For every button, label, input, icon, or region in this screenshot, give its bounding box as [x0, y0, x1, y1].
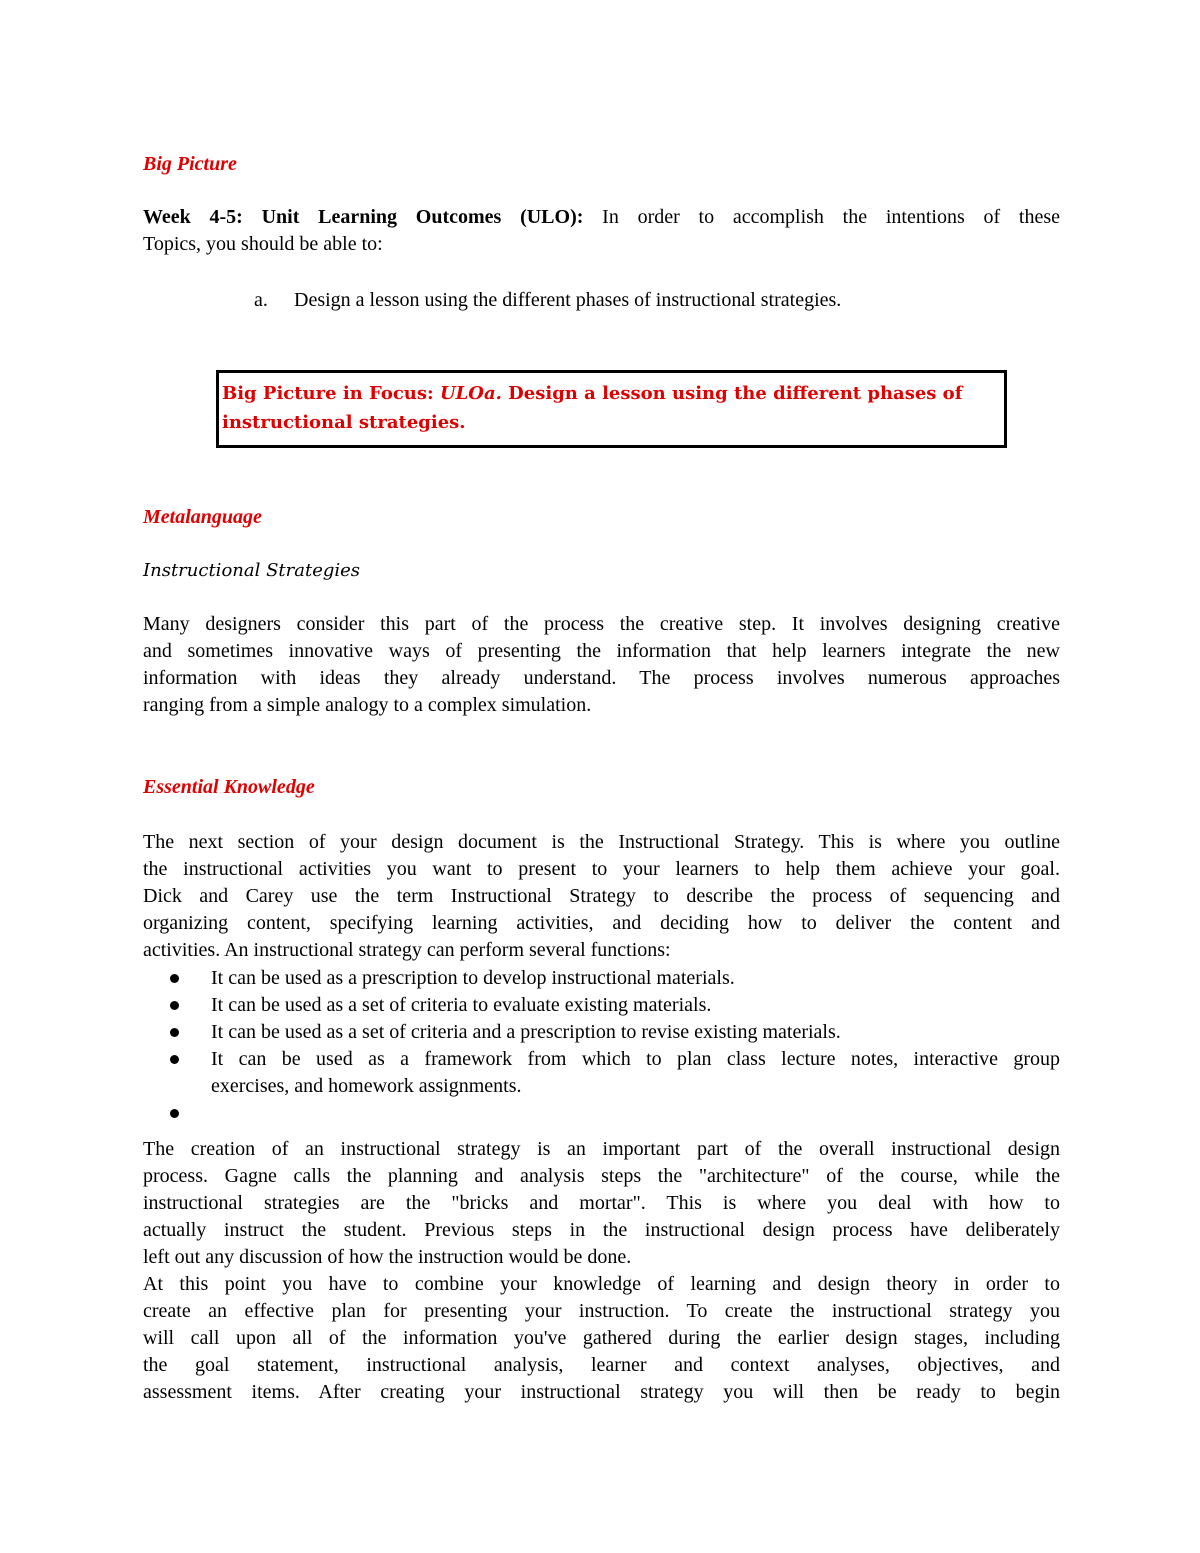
ek-intro-line: organizing content, specifying learning activities, and deciding how to deliver the content and [143, 912, 1060, 934]
ek-p2-line: The creation of an instructional strategy is an important part of the overall instructional design [143, 1138, 1060, 1160]
big-picture-heading: Big Picture [143, 153, 237, 175]
meta-line: Many designers consider this part of the process the creative step. It involves designing creative [143, 613, 1060, 635]
meta-line: information with ideas they already understand. The process involves numerous approaches [143, 667, 1060, 689]
ulo-text-1: In order to accomplish the intentions of these [583, 206, 1060, 228]
bullet-icon [170, 1055, 179, 1064]
ek-intro-line: the instructional activities you want to present to your learners to help them achieve your goal. [143, 858, 1060, 880]
ulo-line-2: Topics, you should be able to: [143, 233, 383, 255]
ek-p2-line: left out any discussion of how the instruction would be done. [143, 1246, 632, 1268]
focus-label: Big Picture in Focus: [222, 383, 440, 404]
bullet-icon [170, 974, 179, 983]
essential-knowledge-heading: Essential Knowledge [143, 776, 315, 798]
metalanguage-heading: Metalanguage [143, 506, 262, 528]
outcome-item [254, 287, 841, 314]
focus-line-1 [222, 379, 1004, 408]
bullet-icon [170, 1109, 179, 1118]
ek-p3-line: will call upon all of the information you've gathered during the earlier design stages, including [143, 1327, 1060, 1349]
list-item: It can be used as a set of criteria and a prescription to revise existing materials. [143, 1019, 1060, 1046]
list-item: It can be used as a framework from which to plan class lecture notes, interactive group exercises, and homework assignments. [143, 1046, 1060, 1100]
ek-p2-line: instructional strategies are the "bricks and mortar". This is where you deal with how to [143, 1192, 1060, 1214]
metalanguage-paragraph [143, 611, 1060, 719]
list-item: It can be used as a prescription to develop instructional materials. [143, 965, 1060, 992]
outcome-marker: a. [254, 289, 268, 311]
essential-paragraph-3 [143, 1271, 1060, 1406]
ek-intro-line: activities. An instructional strategy can perform several functions: [143, 939, 671, 961]
instructional-strategies-subheading: Instructional Strategies [143, 560, 361, 581]
ek-p2-line: process. Gagne calls the planning and analysis steps the "architecture" of the course, while the [143, 1165, 1060, 1187]
ek-p2-line: actually instruct the student. Previous steps in the instructional design process have deliberately [143, 1219, 1060, 1241]
ek-p3-line: create an effective plan for presenting your instruction. To create the instructional strategy you [143, 1300, 1060, 1322]
list-item: It can be used as a set of criteria to evaluate existing materials. [143, 992, 1060, 1019]
ulo-label: Week 4-5: Unit Learning Outcomes (ULO): [143, 206, 584, 228]
focus-ulo: ULOa. [439, 383, 502, 404]
meta-line: ranging from a simple analogy to a complex simulation. [143, 694, 592, 716]
ek-p3-line: the goal statement, instructional analysis, learner and context analyses, objectives, and [143, 1354, 1060, 1376]
focus-line-2: instructional strategies. [222, 412, 466, 433]
ek-p3-line: At this point you have to combine your knowledge of learning and design theory in order to [143, 1273, 1060, 1295]
outcome-text: Design a lesson using the different phases of instructional strategies. [294, 289, 842, 311]
function-bullet-list [143, 965, 1060, 1127]
essential-intro-paragraph [143, 829, 1060, 964]
ek-p3-line: assessment items. After creating your instructional strategy you will then be ready to begin [143, 1381, 1060, 1403]
essential-paragraph-2 [143, 1136, 1060, 1271]
bullet-icon [170, 1028, 179, 1037]
ulo-line-1 [143, 204, 1060, 231]
ek-intro-line: The next section of your design document is the Instructional Strategy. This is where you outline [143, 831, 1060, 853]
focus-box [216, 370, 1007, 448]
focus-text-1: Design a lesson using the different phases of [501, 383, 963, 404]
list-item [143, 1100, 1060, 1127]
ek-intro-line: Dick and Carey use the term Instructional Strategy to describe the process of sequencing and [143, 885, 1060, 907]
bullet-icon [170, 1001, 179, 1010]
ulo-paragraph [143, 204, 1060, 258]
meta-line: and sometimes innovative ways of presenting the information that help learners integrate the new [143, 640, 1060, 662]
